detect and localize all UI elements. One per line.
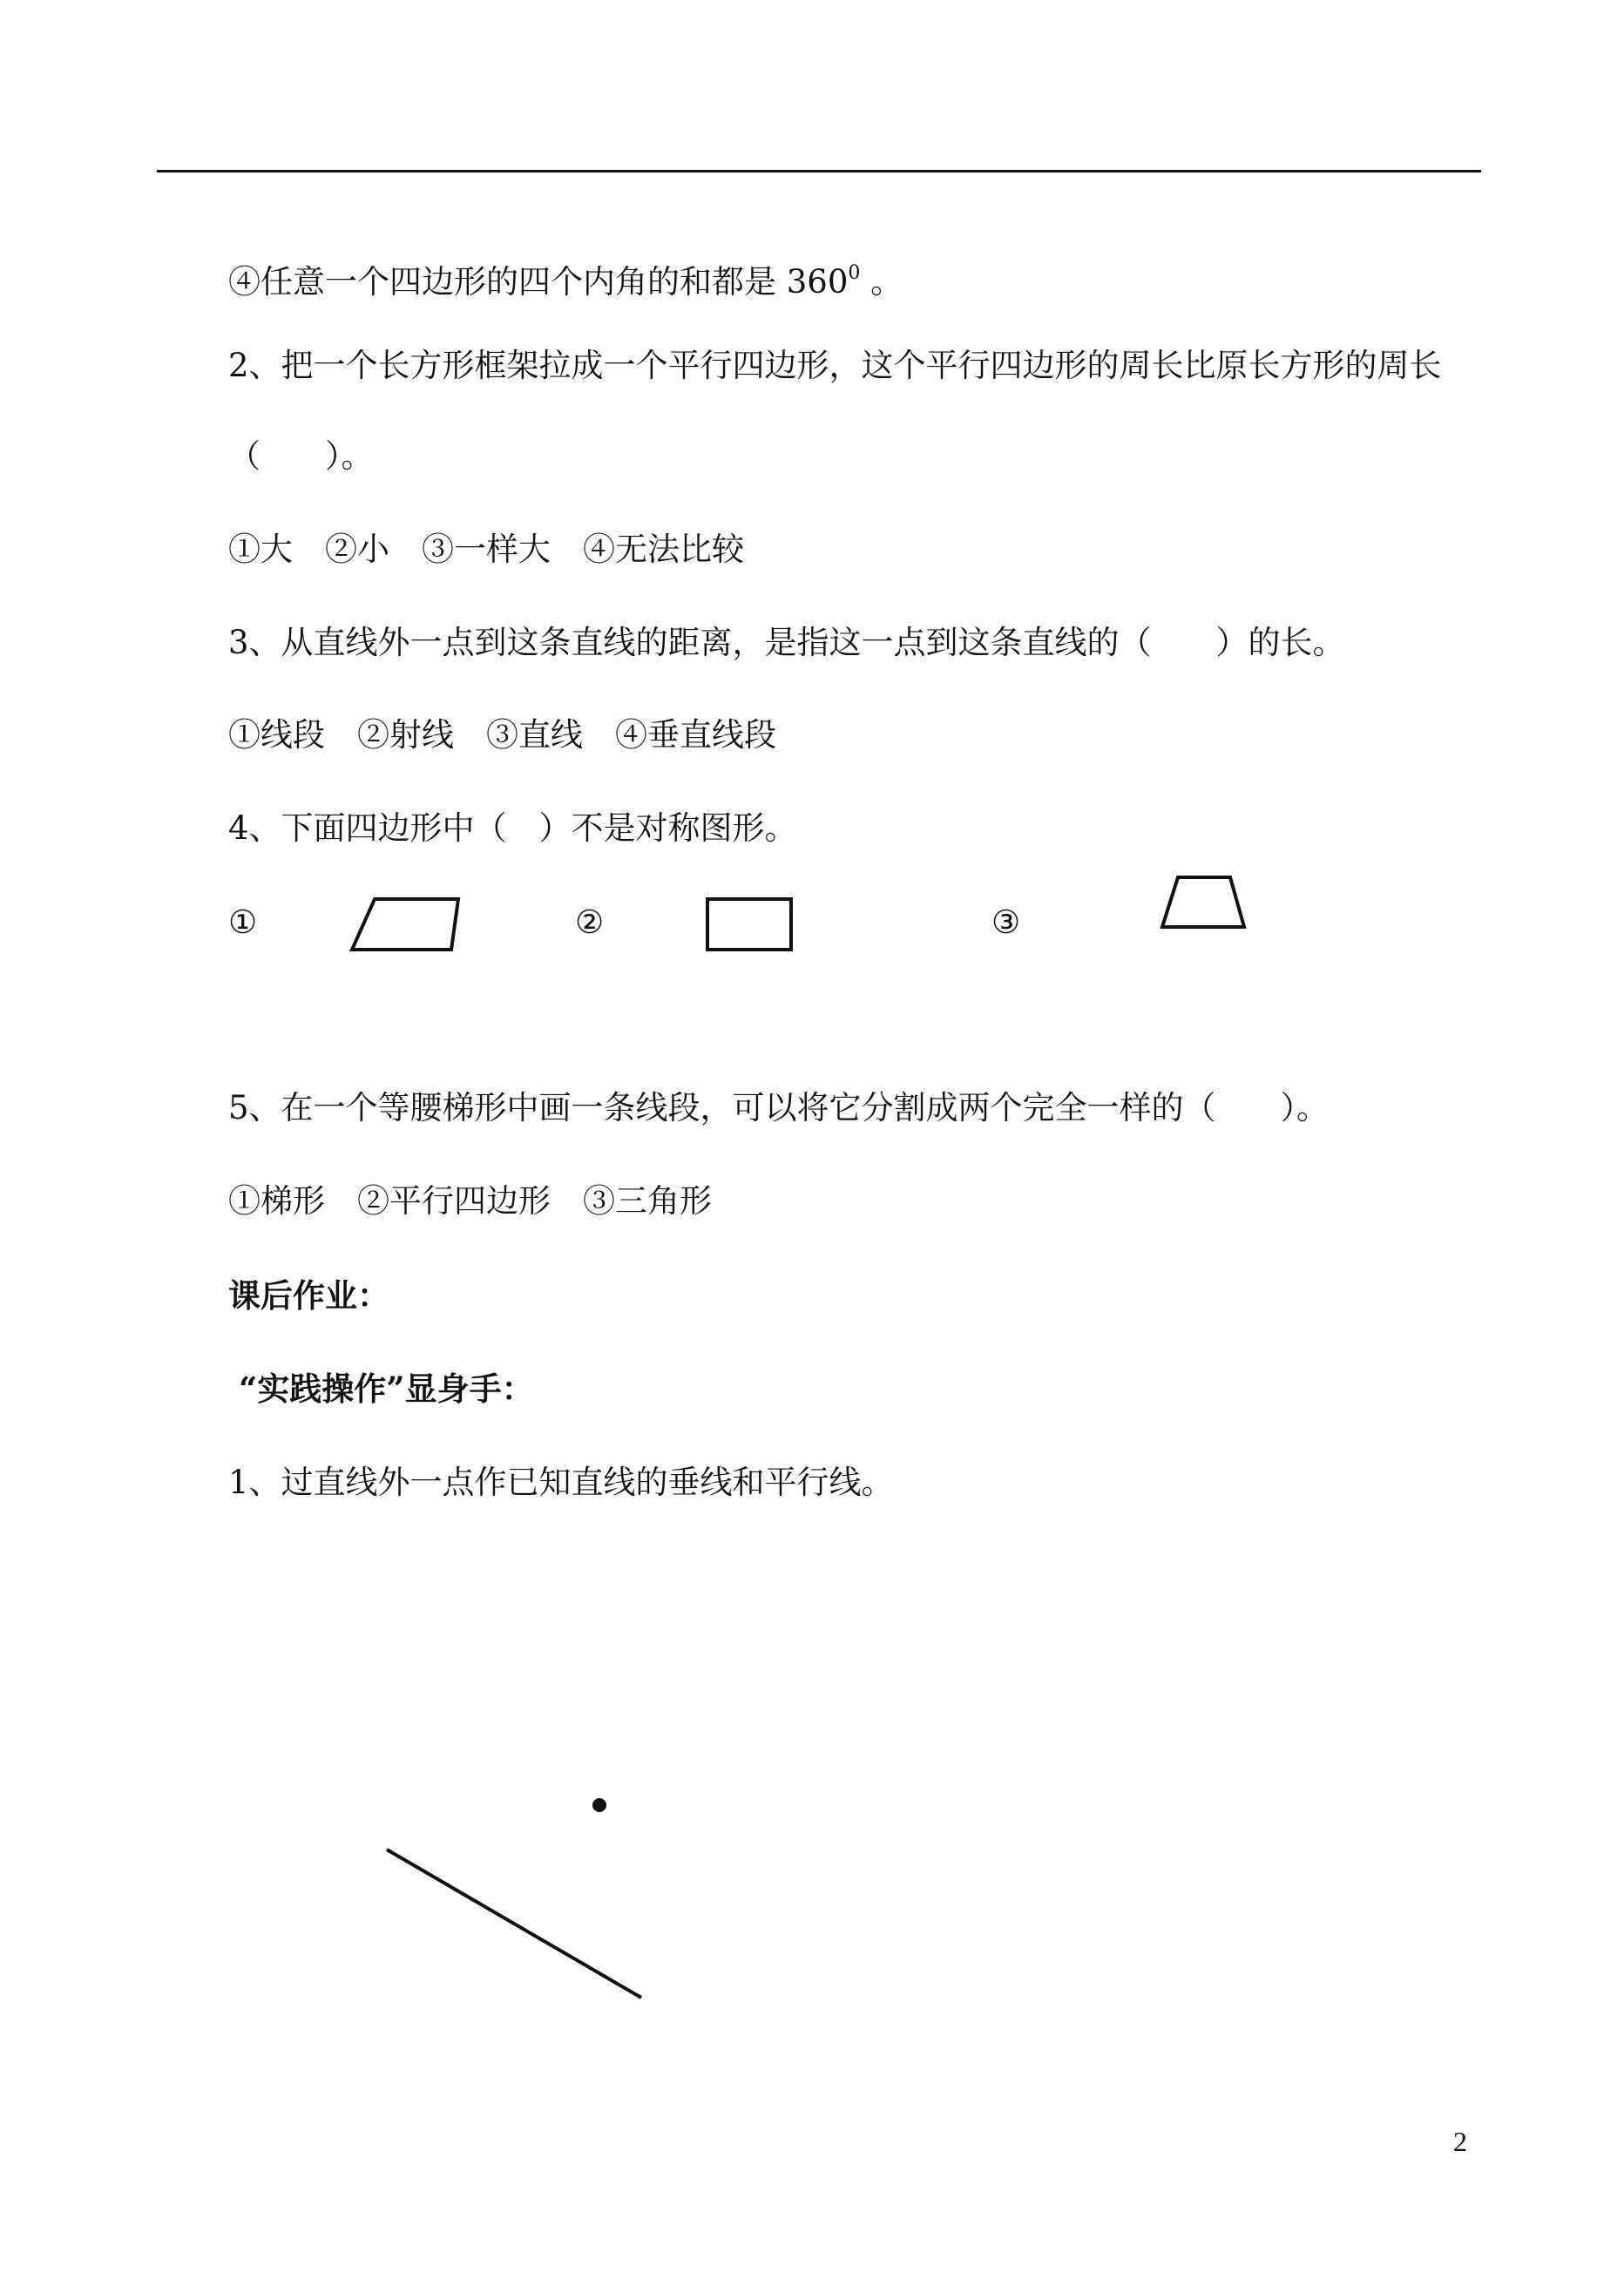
question-4-label-2: ② [575, 903, 605, 941]
question-3-options: ①线段 ②射线 ③直线 ④垂直线段 [228, 716, 776, 754]
given-line [387, 1850, 641, 1998]
statement-4-text: ④任意一个四边形的四个内角的和都是 360 [228, 263, 849, 301]
question-3: 3、从直线外一点到这条直线的距离，是指这一点到这条直线的（ ）的长。 [228, 624, 1345, 661]
question-5: 5、在一个等腰梯形中画一条线段，可以将它分割成两个完全一样的（ ）。 [228, 1089, 1330, 1126]
homework-heading: 课后作业： [228, 1276, 389, 1315]
question-2-line2: （ ）。 [228, 437, 374, 475]
question-2-options: ①大 ②小 ③一样大 ④无法比较 [228, 531, 744, 568]
question-5-options: ①梯形 ②平行四边形 ③三角形 [228, 1182, 712, 1220]
external-point [592, 1798, 606, 1812]
parallelogram-shape [348, 893, 462, 954]
question-4-label-3: ③ [991, 903, 1021, 941]
question-2-line1: 2、把一个长方形框架拉成一个平行四边形，这个平行四边形的周长比原长方形的周长 [228, 347, 1442, 384]
statement-4-superscript: 0 [848, 262, 861, 284]
construction-figure [366, 1786, 662, 2012]
header-rule [157, 170, 1481, 172]
question-4-label-1: ① [228, 903, 258, 941]
practice-heading: “实践操作”显身手： [239, 1370, 534, 1408]
statement-4 [228, 253, 903, 303]
question-4: 4、下面四边形中（ ）不是对称图形。 [228, 809, 797, 847]
statement-4-tail: 。 [860, 263, 903, 301]
page-number: 2 [1453, 2126, 1467, 2157]
rectangle-shape [704, 896, 796, 953]
practice-question-1: 1、过直线外一点作已知直线的垂线和平行线。 [228, 1464, 894, 1501]
trapezoid-shape [1159, 873, 1249, 930]
